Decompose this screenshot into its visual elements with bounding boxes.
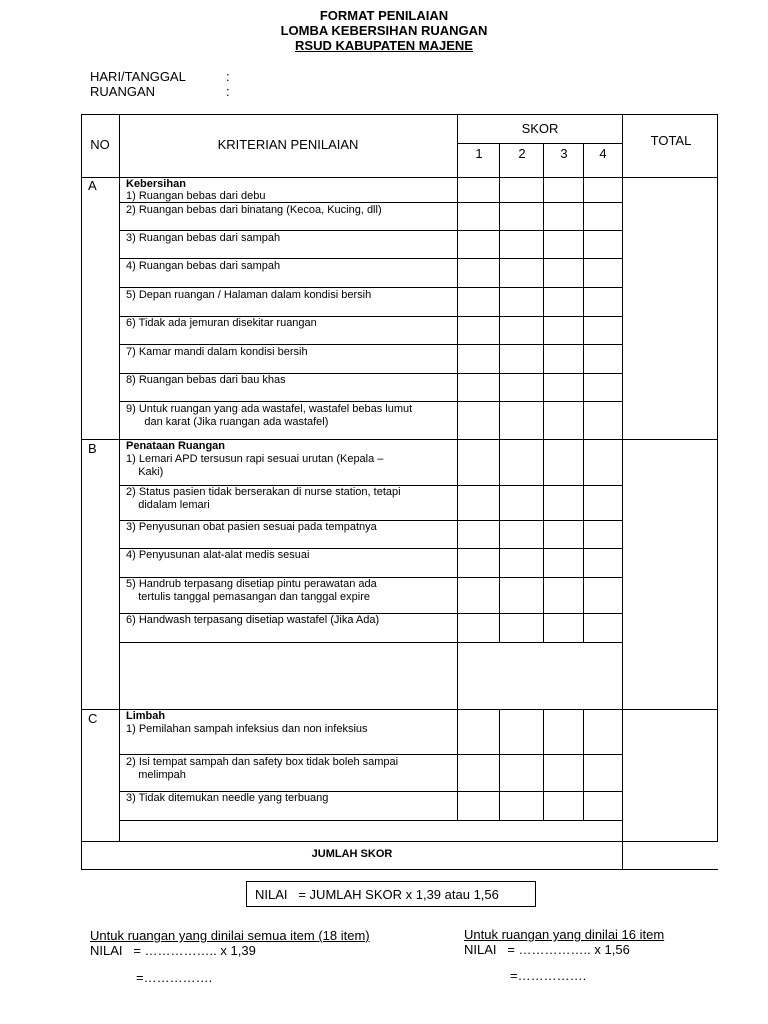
grid-line [81,841,718,842]
skor-col-4: 4 [599,146,607,161]
criteria-item: 3) Tidak ditemukan needle yang terbuang [126,792,329,804]
date-field-colon: : [226,69,230,84]
grid-line [119,230,623,231]
hospital-name: RSUD KABUPATEN MAJENE [295,38,473,53]
skor-col-2: 2 [518,146,526,161]
criteria-item: 1) Pemilahan sampah infeksius dan non infeksius [126,723,368,735]
section-letter-b: B [88,441,97,456]
criteria-item: 6) Handwash terpasang disetiap wastafel (Jika Ada) [126,614,380,626]
note-left-result: =……………. [136,970,213,985]
criteria-item: 5) Handrub terpasang disetiap pintu perawatan ada tertulis tanggal pemasangan dan tanggal expire [126,578,377,603]
criteria-item: 4) Ruangan bebas dari sampah [126,260,281,272]
grid-line [499,177,500,643]
room-field-label: RUANGAN [90,84,156,99]
note-right-title: Untuk ruangan yang dinilai 16 item [464,927,665,942]
room-field-colon: : [226,84,230,99]
grid-line [119,548,623,549]
criteria-item: 1) Ruangan bebas dari debu [126,190,266,202]
grid-line [119,754,623,755]
grid-line [119,316,623,317]
column-header-no: NO [90,137,110,152]
grid-line [119,114,120,842]
grid-line [119,287,623,288]
note-right-result: =……………. [510,968,587,983]
formula-text: NILAI = JUMLAH SKOR x 1,39 atau 1,56 [255,887,499,902]
section-heading: Kebersihan [126,178,186,190]
criteria-item: 2) Isi tempat sampah dan safety box tidak boleh sampai melimpah [126,756,399,781]
criteria-item: 2) Status pasien tidak berserakan di nurse station, tetapi didalam lemari [126,486,401,511]
note-left-formula: NILAI = …………….. x 1,39 [90,943,256,958]
grid-line [81,439,718,440]
grid-line [457,642,458,710]
criteria-item: 7) Kamar mandi dalam kondisi bersih [126,346,308,358]
grid-line [119,401,623,402]
grid-line [499,709,500,821]
grid-line [543,709,544,821]
grid-line [81,114,82,870]
grid-line [119,577,623,578]
grid-line [543,177,544,643]
form-subtitle: LOMBA KEBERSIHAN RUANGAN [280,23,488,38]
note-right-formula: NILAI = …………….. x 1,56 [464,942,630,957]
grid-line [499,143,500,178]
grid-line [583,177,584,643]
grid-line [119,373,623,374]
criteria-item: 3) Ruangan bebas dari sampah [126,232,281,244]
criteria-item: 9) Untuk ruangan yang ada wastafel, wastafel bebas lumut dan karat (Jika ruangan ada wastafel) [126,403,413,428]
grid-line [457,114,458,821]
grid-line [543,143,544,178]
section-heading: Limbah [126,710,166,722]
grid-line [119,258,623,259]
grid-line [119,642,623,643]
criteria-item: 1) Lemari APD tersusun rapi sesuai urutan (Kepala – Kaki) [126,453,384,478]
grid-line [119,613,623,614]
form-title: FORMAT PENILAIAN [319,8,449,23]
grid-line [119,344,623,345]
criteria-item: 2) Ruangan bebas dari binatang (Kecoa, Kucing, dll) [126,204,382,216]
grid-line [583,143,584,178]
section-letter-c: C [88,711,98,726]
column-header-kriteria: KRITERIAN PENILAIAN [217,137,359,152]
column-header-total: TOTAL [650,133,692,148]
grid-line [119,820,623,821]
jumlah-skor-label: JUMLAH SKOR [311,848,393,860]
criteria-item: 6) Tidak ada jemuran disekitar ruangan [126,317,317,329]
note-left-title: Untuk ruangan yang dinilai semua item (18 item) [90,928,370,943]
grid-line [457,143,623,144]
formula-box [246,881,536,907]
grid-line [81,709,718,710]
criteria-item: 3) Penyusunan obat pasien sesuai pada tempatnya [126,521,377,533]
grid-line [717,114,718,842]
grid-line [622,114,623,870]
section-letter-a: A [88,178,97,193]
grid-line [583,709,584,821]
skor-col-1: 1 [475,146,483,161]
criteria-item: 8) Ruangan bebas dari bau khas [126,374,286,386]
column-header-skor: SKOR [521,121,559,136]
grid-line [81,177,718,178]
skor-col-3: 3 [560,146,568,161]
section-heading: Penataan Ruangan [126,440,226,452]
grid-line [119,791,623,792]
date-field-label: HARI/TANGGAL [90,69,186,84]
criteria-item: 5) Depan ruangan / Halaman dalam kondisi bersih [126,289,372,301]
grid-line [119,202,623,203]
criteria-item: 4) Penyusunan alat-alat medis sesuai [126,549,310,561]
grid-line [119,520,623,521]
grid-line [119,485,623,486]
